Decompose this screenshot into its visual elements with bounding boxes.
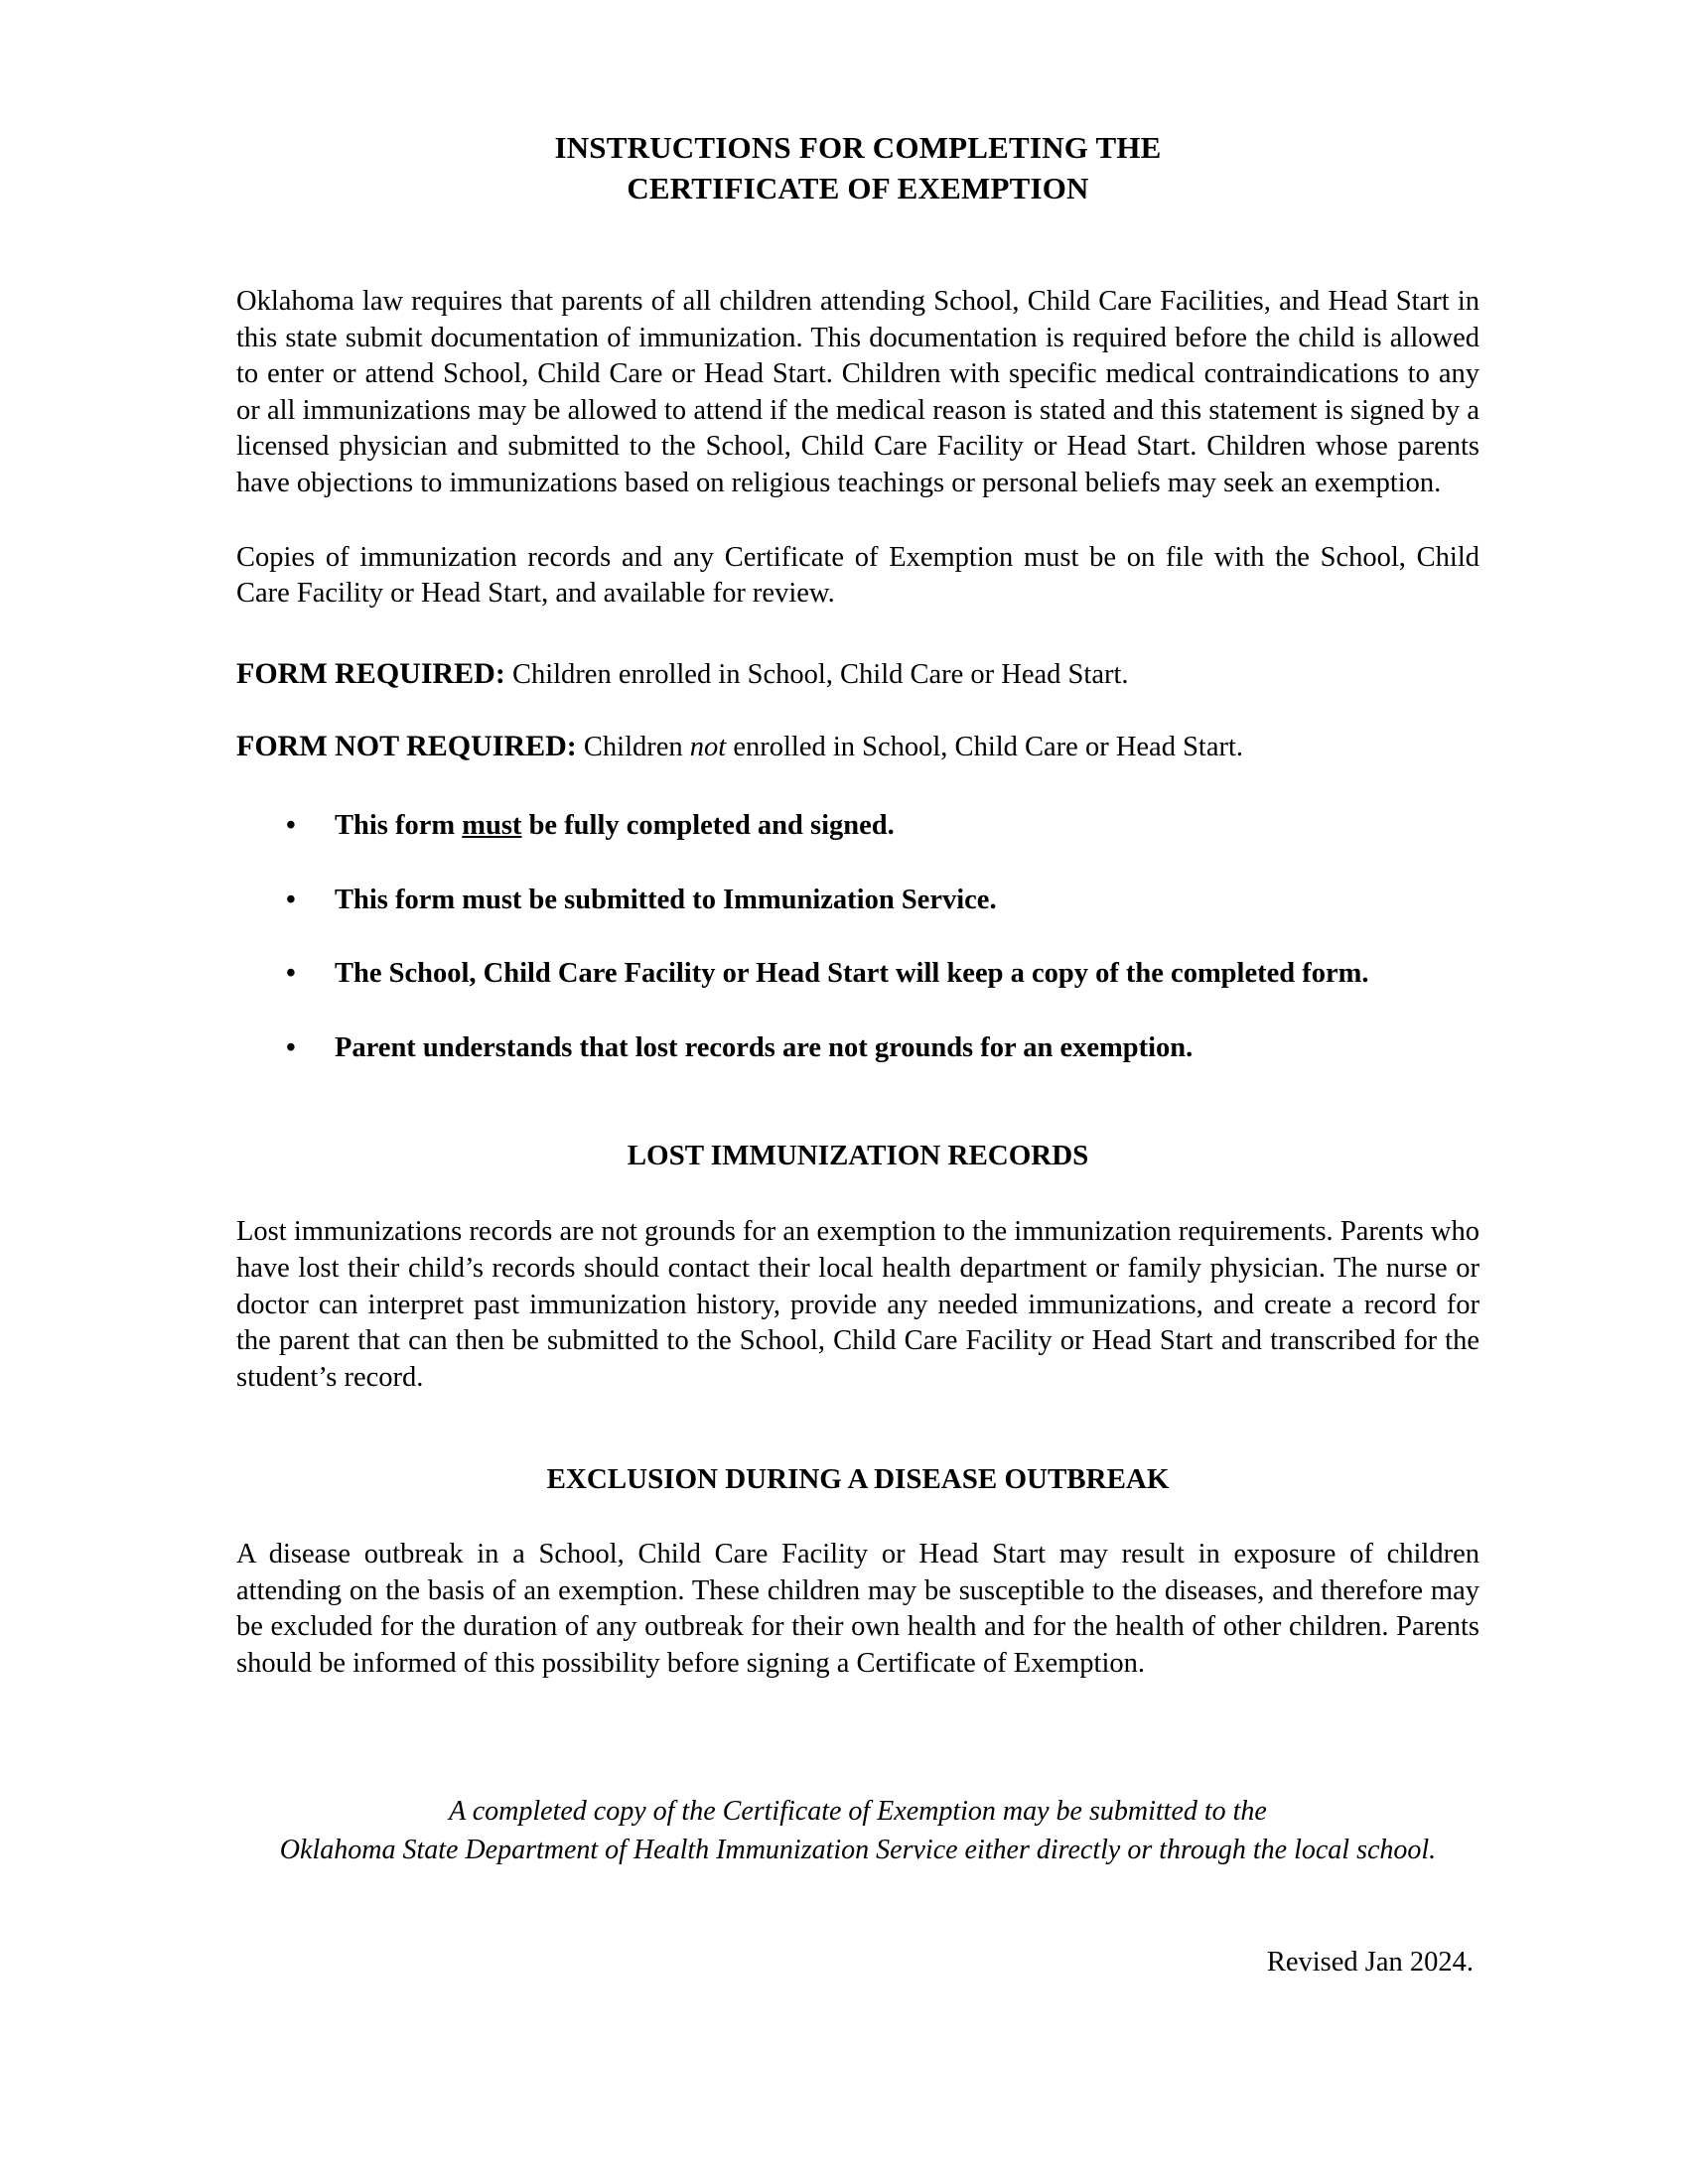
bullet-text-underlined: must: [462, 809, 522, 841]
submission-note-line-2: Oklahoma State Department of Health Immunization Service either directly or through the local school.: [279, 1834, 1437, 1865]
bullet-point-icon: •: [286, 1031, 296, 1063]
list-item: [236, 956, 1479, 993]
revision-date: Revised Jan 2024.: [1266, 1946, 1474, 1978]
form-not-required-text-after: enrolled in School, Child Care or Head Start.: [733, 732, 1244, 763]
bullet-text: Parent understands that lost records are not grounds for an exemption.: [335, 1031, 1194, 1063]
form-required-line: [236, 656, 1479, 694]
intro-paragraph: Oklahoma law requires that parents of all children attending School, Child Care Facilities, and Head Start in this state submit documentation of immunization. This documentation is required before the child is allowed to enter or attend School, Child Care or Head Start. Children with specific medical contraindications to any or all immunizations may be allowed to attend if the medical reason is stated and this statement is signed by a licensed physician and submitted to the School, Child Care Facility or Head Start. Children whose parents have objections to immunizations based on religious teachings or personal beliefs may seek an exemption.: [236, 286, 1479, 498]
form-not-required-text-before: Children: [583, 732, 683, 763]
bullet-text-before: This form: [335, 809, 456, 841]
requirements-bullet-list: [236, 808, 1479, 1066]
document-content: [236, 0, 1479, 1980]
section-heading-disease-outbreak: EXCLUSION DURING A DISEASE OUTBREAK: [546, 1463, 1170, 1496]
list-item: [236, 1030, 1479, 1067]
list-item: [236, 883, 1479, 919]
page-title-line-2: CERTIFICATE OF EXEMPTION: [627, 171, 1089, 205]
form-not-required-label: FORM NOT REQUIRED:: [236, 730, 577, 763]
form-not-required-line: [236, 729, 1479, 766]
bullet-point-icon: •: [286, 958, 296, 990]
bullet-point-icon: •: [286, 809, 296, 841]
bullet-text: This form must be submitted to Immunization Service.: [335, 884, 997, 915]
bullet-point-icon: •: [286, 884, 296, 915]
section-body-disease-outbreak: A disease outbreak in a School, Child Care Facility or Head Start may result in exposure of children attending on the basis of an exemption. These children may be susceptible to the diseases, and therefore may be excluded for the duration of any outbreak for their own health and for the health of other children. Parents should be informed of this possibility before signing a Certificate of Exemption.: [236, 1539, 1479, 1680]
bullet-text-after: be fully completed and signed.: [528, 809, 895, 841]
section-heading-lost-records: LOST IMMUNIZATION RECORDS: [627, 1140, 1089, 1172]
submission-note: [236, 1792, 1479, 1869]
page-title-line-1: INSTRUCTIONS FOR COMPLETING THE: [554, 130, 1162, 165]
list-item: [236, 808, 1479, 845]
section-body-lost-records: Lost immunizations records are not grounds for an exemption to the immunization requirements. Parents who have lost their child’s records should contact their local health department or family physician. The nurse or doctor can interpret past immunization history, provide any needed immunizations, and create a record for the parent that can then be submitted to the School, Child Care Facility or Head Start and transcribed for the student’s record.: [236, 1216, 1479, 1393]
form-not-required-emphasis: not: [689, 732, 727, 763]
submission-note-line-1: A completed copy of the Certificate of Exemption may be submitted to the: [449, 1795, 1267, 1827]
form-required-label: FORM REQUIRED:: [236, 656, 505, 690]
bullet-text: The School, Child Care Facility or Head Start will keep a copy of the completed form.: [335, 958, 1369, 990]
page-title: [236, 0, 1479, 208]
form-required-text: Children enrolled in School, Child Care or Head Start.: [511, 658, 1129, 690]
copies-paragraph: Copies of immunization records and any Certificate of Exemption must be on file with the School, Child Care Facility or Head Start, and available for review.: [236, 541, 1479, 610]
